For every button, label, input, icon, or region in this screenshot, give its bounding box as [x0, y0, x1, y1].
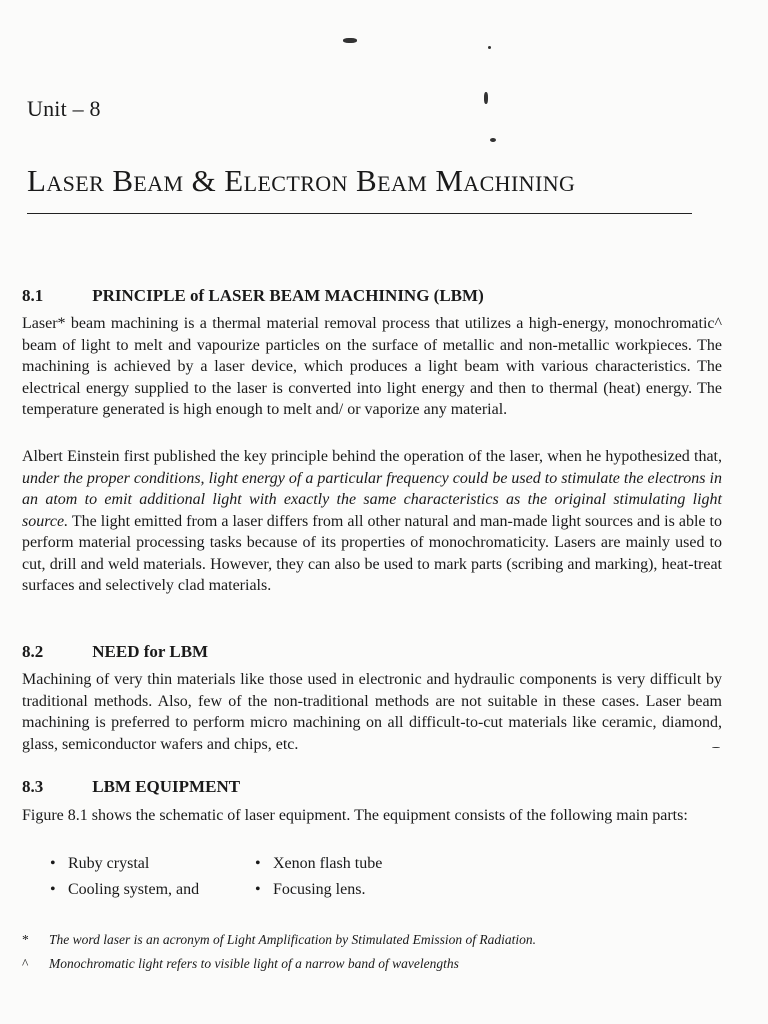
quote-text: under the proper conditions, light energy of a particular frequency could be used to stimulate the electrons in an atom to emit additional light with exactly the same characteristics as the original stimulating light source.	[22, 469, 722, 530]
list-item	[255, 851, 460, 877]
list-item-label: Xenon flash tube	[273, 855, 383, 872]
unit-label: Unit – 8	[27, 96, 101, 121]
title-divider	[27, 213, 692, 214]
section-number: 8.3	[22, 777, 44, 796]
bullet-icon: •	[255, 855, 261, 872]
footnote	[22, 932, 536, 948]
paragraph-text: The light emitted from a laser differs from all other natural and man-made light sources and is able to perform material processing tasks because of its properties of monochromaticity. Lasers are mainly used to cut, drill and weld materials. However, they can also be used to mark parts (scribing and marking), heat-treat surfaces and selectively clad materials.	[22, 512, 722, 594]
paragraph-text: Albert Einstein first published the key principle behind the operation of the laser, when he hypothesized that,	[22, 448, 722, 465]
section-heading-8-3	[22, 777, 240, 797]
chapter-title: Laser Beam & Electron Beam Machining	[27, 163, 576, 198]
footnote-text: Monochromatic light refers to visible light of a narrow band of wavelengths	[49, 956, 459, 971]
section-number: 8.1	[22, 286, 44, 305]
footnote-mark: ^	[22, 956, 29, 971]
scan-speck	[343, 38, 357, 43]
footnote-text: The word laser is an acronym of Light Amplification by Stimulated Emission of Radiation.	[49, 932, 536, 947]
section-number: 8.2	[22, 642, 44, 661]
footnote-mark: *	[22, 932, 29, 947]
bullet-icon: •	[255, 881, 261, 898]
list-item	[50, 877, 255, 903]
scan-speck	[488, 46, 491, 49]
list-row	[50, 877, 460, 903]
list-item-label: Ruby crystal	[68, 855, 150, 872]
section-heading-8-1	[22, 286, 484, 306]
scan-speck	[484, 92, 488, 104]
section-heading-8-2	[22, 642, 208, 662]
bullet-icon: •	[50, 881, 56, 898]
list-item-label: Focusing lens.	[273, 881, 366, 898]
list-item	[255, 877, 460, 903]
bullet-icon: •	[50, 855, 56, 872]
paragraph: Figure 8.1 shows the schematic of laser equipment. The equipment consists of the following main parts:	[22, 807, 688, 824]
section-title: PRINCIPLE of LASER BEAM MACHINING (LBM)	[92, 286, 484, 305]
paragraph: Machining of very thin materials like those used in electronic and hydraulic components is very difficult by traditional methods. Also, few of the non-traditional methods are not suitable in these cases. Laser beam machining is preferred to perform micro machining on all difficult-to-cut materials like ceramic, diamond, glass, semiconductor wafers and chips, etc.	[22, 671, 722, 753]
parts-list	[50, 851, 460, 903]
paragraph-einstein	[22, 446, 722, 597]
paragraph: Laser* beam machining is a thermal material removal process that utilizes a high-energy, monochromatic^ beam of light to melt and vapourize particles on the surface of metallic and non-metallic workpieces. The machining is achieved by a laser device, which produces a light beam with various characteristics. The electrical energy supplied to the laser is converted into light energy and then to thermal (heat) energy. The temperature generated is high enough to melt and/ or vaporize any material.	[22, 315, 722, 418]
section-title: NEED for LBM	[92, 642, 209, 661]
scan-speck	[490, 138, 496, 142]
list-row	[50, 851, 460, 877]
footnote	[22, 956, 459, 972]
list-item-label: Cooling system, and	[68, 881, 200, 898]
list-item	[50, 851, 255, 877]
section-title: LBM EQUIPMENT	[92, 777, 241, 796]
